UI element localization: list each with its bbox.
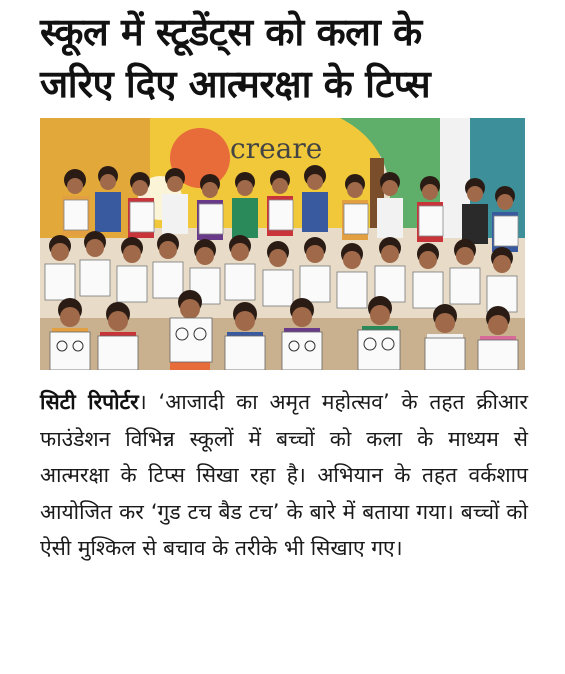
byline-separator: । bbox=[138, 390, 147, 414]
headline bbox=[40, 6, 540, 110]
headline-line-1: स्कूल में स्टूडेंट्स को कला के bbox=[40, 10, 422, 54]
article-text: ‘आजादी का अमृत महोत्सव’ के तहत क्रीआर फाउंडेशन विभिन्न स्कूलों में बच्चों को कला के माध्यम से आत्मरक्षा के टिप्स सिखा रहा है। अभियान के तहत वर्कशाप आयोजित कर ‘गुड टच बैड टच’ के बारे में बताया गया। बच्चों को ऐसी मुश्किल से बचाव के तरीके भी सिखाए गए। bbox=[40, 390, 528, 560]
headline-line-2: जरिए दिए आत्मरक्षा के टिप्स bbox=[40, 62, 431, 106]
banner-text: creare bbox=[230, 132, 323, 165]
byline: सिटी रिपोर्टर bbox=[40, 390, 139, 414]
article-body bbox=[40, 384, 528, 567]
photo-illustration bbox=[40, 118, 525, 370]
news-photo bbox=[40, 118, 525, 370]
